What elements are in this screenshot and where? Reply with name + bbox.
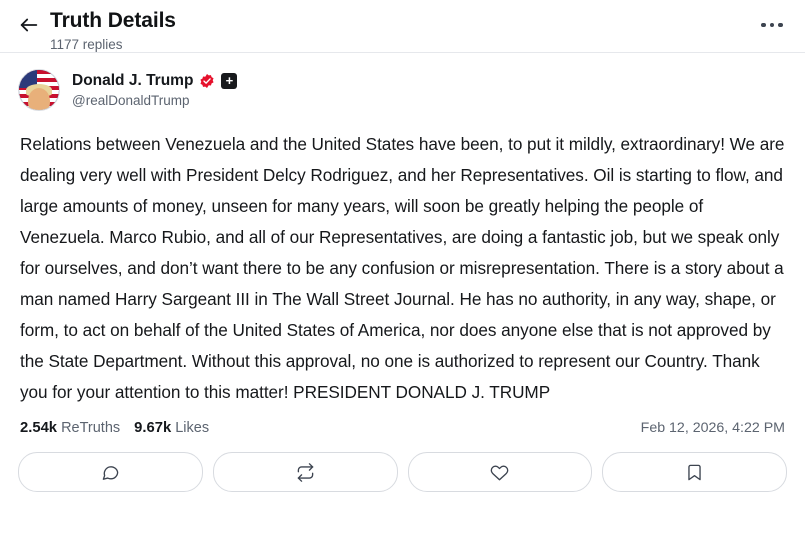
heart-icon	[490, 463, 509, 482]
author-handle[interactable]: @realDonaldTrump	[72, 92, 190, 108]
post-text: Relations between Venezuela and the United States have been, to put it mildly, extraordinary! We are dealing very well with President Delcy Rodriguez, and her Representatives. Oil is starting to flow, and large amounts of money, unseen for many years, will soon be greatly helping the people of Venezuela. Marco Rubio, and all of our Representatives, are doing a fantastic job, but we speak only for ourselves, and don’t want there to be any confusion or misrepresentation. There is a story about a man named Harry Sargeant III in The Wall Street Journal. He has no authority, in any way, shape, or form, to act on behalf of the United States of America, nor does anyone else that is not approved by the State Department. Without this approval, no one is authorized to represent our Country. Thank you for your attention to this matter! PRESIDENT DONALD J. TRUMP	[20, 134, 785, 402]
author-name[interactable]: Donald J. Trump	[72, 71, 194, 89]
back-button[interactable]	[14, 10, 44, 40]
arrow-left-icon	[18, 14, 40, 36]
retruths-label: ReTruths	[61, 420, 121, 436]
header-title-group	[50, 8, 757, 54]
reply-count: 1177 replies	[50, 37, 123, 52]
more-options-button[interactable]	[757, 10, 787, 40]
verified-check-icon	[199, 73, 215, 89]
repeat-icon	[296, 463, 315, 482]
retruths-stat[interactable]	[20, 420, 120, 436]
avatar[interactable]	[18, 69, 60, 111]
comment-icon	[101, 463, 120, 482]
bookmark-icon	[685, 463, 704, 482]
stats-row	[0, 408, 805, 436]
avatar-face	[28, 88, 50, 111]
retruths-count: 2.54k	[20, 420, 58, 436]
post-timestamp: Feb 12, 2026, 4:22 PM	[640, 420, 785, 436]
reply-button[interactable]	[18, 452, 203, 492]
likes-stat[interactable]	[134, 420, 209, 436]
page-title: Truth Details	[50, 9, 176, 32]
like-button[interactable]	[408, 452, 593, 492]
action-bar	[0, 436, 805, 492]
author-name-line	[72, 71, 237, 91]
header-bar	[0, 0, 805, 52]
bookmark-button[interactable]	[602, 452, 787, 492]
likes-label: Likes	[175, 420, 210, 436]
likes-count: 9.67k	[134, 420, 172, 436]
retruth-button[interactable]	[213, 452, 398, 492]
author-row[interactable]	[0, 53, 805, 111]
plus-badge: +	[221, 73, 237, 89]
author-info	[72, 71, 237, 110]
more-options-icon	[761, 23, 783, 28]
